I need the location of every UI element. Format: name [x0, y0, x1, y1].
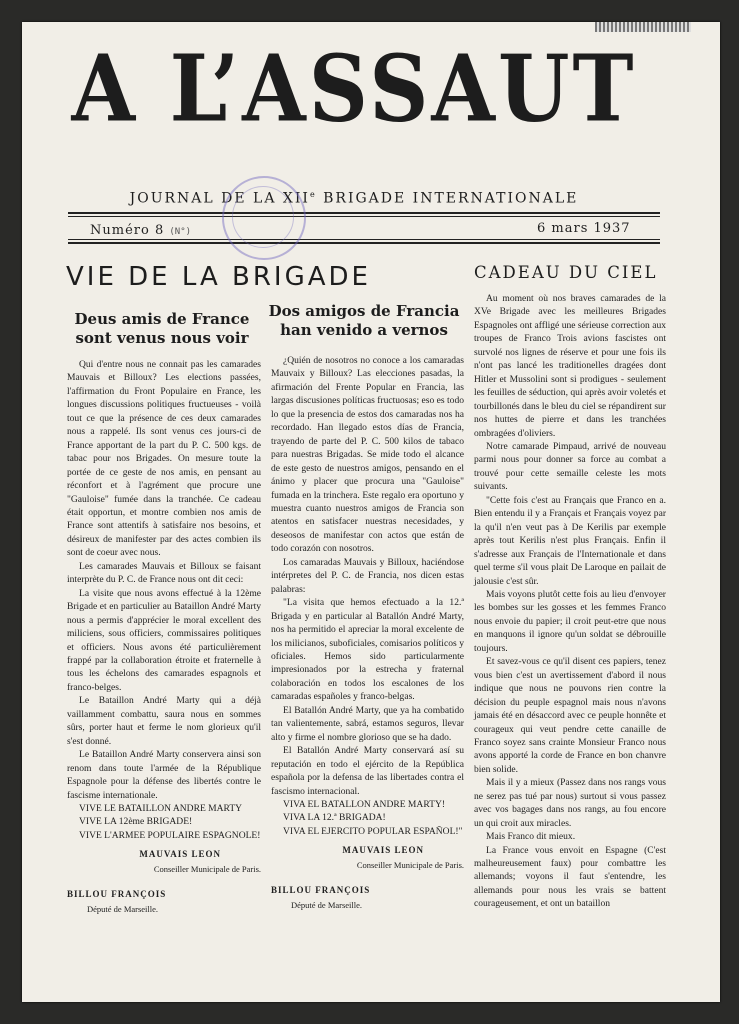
slogan: VIVA LA 12.ª BRIGADA!: [283, 812, 386, 824]
paragraph: El Batallón André Marty conservará así su reputación en todo el ejército de la República española por la defensa de las libertades contra el fascismo internacional.: [271, 745, 464, 797]
masthead-subtitle: [70, 190, 638, 207]
paragraph: Qui d'entre nous ne connait pas les camarades Mauvais et Billoux? Les elections passées, l'affirmation du Front Populaire en France, les longues discussions politiques fructueuses - voilà tout ce que la présence de ces deux camarades nous a rappelé. Ils sont venus ces jours-ci de France apportant de la part du P. C. 500 kgs. de tabac pour nos Brigades. On mesure toute la portée de ce geste de nos amis, en pensant au réconfort et à l'agrément que procure une "Gauloise" fumée dans la tranchée. Ce cadeau était opportun, et montre combien nos amis de France sont attentifs à satisfaire nos besoins, et désireux de manifester par des actes combien ils sont de coeur avec nous.: [67, 359, 261, 559]
issue-number: [90, 223, 191, 238]
rule-bottom: [68, 242, 660, 244]
subtitle-after: BRIGADE INTERNATIONALE: [316, 190, 579, 207]
right-article-body: [474, 292, 666, 911]
library-stamp: [222, 176, 306, 260]
rule-top-thin: [68, 216, 660, 217]
paragraph: Mais il y a mieux (Passez dans nos rangs vous ne serez pas tué par nous) surtout si vous passez avec vos bagages dans nos rangs, au fou encore un qui croit aux miracles.: [474, 777, 666, 829]
paragraph: El Batallón André Marty, que ya ha combatido tan valientemente, sabrá, estamos seguros, llevar alto y firme el nombre glorioso que se ha dado.: [271, 704, 464, 743]
paragraph: Mais Franco dit mieux.: [486, 831, 576, 843]
paragraph: Los camaradas Mauvais y Billoux, haciéndose intérpretes del P. C. de Francia, nos dicen estas palabras:: [271, 556, 464, 595]
signature-role: Député de Marseille.: [87, 903, 159, 914]
signature-role: Conseiller Municipale de Paris.: [153, 863, 261, 874]
paragraph: Les camarades Mauvais et Billoux se faisant interprète du P. C. de France nous ont dit ceci:: [67, 560, 261, 586]
issue-date: 6 mars 1937: [537, 221, 631, 236]
paragraph: ¿Quién de nosotros no conoce a los camaradas Mauvaix y Billoux? Las elecciones pasadas, la afirmación del Frente Popular en Francia, las largas discusiones políticas fructuosas; eso es todo lo que la presencia de estos dos camaradas nos ha recordado. Han llegado estos días de Francia, trayendo de parte del P. C. 500 kilos de tabaco para nuestras Brigadas. Se mide todo el alcance de este gesto de nuestros amigos, pensando en el ánimo y placer que procura una "Gauloise" fumada en la trinchera. Este regalo era oportuno y muestra cuanto nuestros amigos de Francia son atentos en satisfacer nuestras necesidades, y deseosos de manifestar con actos que están de todo corazón con nosotros.: [271, 355, 464, 555]
masthead-title: A L’ASSAUT: [71, 35, 637, 143]
rule-top: [68, 212, 660, 214]
paragraph: La France vous envoit en Espagne (C'est malheureusement faux) pour combattre les allemands; voyons il faut s'entendre, les allemands pour nous les vrais se battent courageusement, et ont un bataillon: [474, 844, 666, 910]
slogan: VIVE LA 12ème BRIGADE!: [79, 816, 193, 828]
paragraph: "La visita que hemos efectuado a la 12.ª Brigada y en particular al Batallón André Marty, nos ha permitido el apreciar la moral excelente de los milicianos, suboficiales, comisarios políticos y oficiales. Hemos sido particularmente impresionados por la estrecha y fraternal colaboración en todos los escalones de los camaradas españoles y franco-belgas.: [271, 597, 464, 703]
left-article-body: [67, 358, 261, 916]
paragraph: Le Bataillon André Marty conservera ainsi son renom dans toute l'armée de la République Espagnole pour la défense des libertés contre le fascisme internationale.: [67, 749, 261, 801]
paragraph: "Cette fois c'est au Français que Franco en a. Bien entendu il y a Français et Français voyez par la qu'il n'en veut pas à De Kerilis par exemple après tout Kerilis n'est plus Français. Enfin il s'adresse aux Français de l'Internationale et dans quel terme s'il vous plait De Laroque en pailait de jalousie c'est sûr.: [474, 494, 666, 587]
signature-name: MAUVAIS LEON: [139, 849, 221, 860]
subtitle-before: JOURNAL DE LA XII: [129, 190, 310, 207]
paragraph: La visite que nous avons effectué à la 12ème Brigade et en particulier au Bataillon André Marty nous a permis d'apprécier le moral excellent des miliciens, sous officiers, commissaires politiques et officiers. Nous avons été particulièrement frappé par la collaboration étroite et fraternelle à tous les échelons des camarades espagnols et franco-belges.: [67, 587, 261, 693]
rule-bottom-thin: [68, 239, 660, 240]
paragraph: Mais voyons plutôt cette fois au lieu d'envoyer les bombes sur les gosses et les femmes Franco nous envoie du papier; il croit peut-etre que nous en manquons il ignore qu'un soldat se débrouille toujours.: [474, 588, 666, 654]
issue-label: Numéro 8: [90, 223, 165, 238]
subtitle-sup: e: [309, 190, 317, 199]
section-title: VIE DE LA BRIGADE: [66, 262, 371, 292]
middle-article-headline: Dos amigos de Francia han venido a vernos: [268, 302, 460, 339]
signature-role: Député de Marseille.: [291, 899, 363, 910]
signature-name: BILLOU FRANÇOIS: [271, 885, 371, 896]
slogan: VIVE LE BATAILLON ANDRE MARTY: [79, 802, 243, 814]
signature-name: MAUVAIS LEON: [342, 845, 424, 856]
slogan: VIVA EL BATALLON ANDRE MARTY!: [283, 798, 446, 810]
paragraph: Au moment où nos braves camarades de la XVe Brigade avec les meilleures Brigades Espagnoles ont affligé une sérieuse correction aux troupes de Franco Trois avions fascistes ont survolé nos lignes de réserve et pour une fois ils n'ont pas lancé les traditionelles dragées dont Hitler et Mussolini sont si prodigues - seulement les feuilles de séduction, qui après avoir voletés et tourbillonés dans le bleu du ciel se répandirent sur nos huttes de pierre et dans les tranchées ombragées d'oliviers.: [474, 293, 666, 439]
slogan: VIVA EL EJERCITO POPULAR ESPAÑOL!": [283, 825, 463, 837]
archive-strip: [595, 22, 691, 32]
issue-handwritten: (N°): [169, 227, 192, 237]
paragraph: Et savez-vous ce qu'il disent ces papiers, tenez vous bien c'est un avertissement d'abord il nous indique que nous ne pouvons rien contre la décision du peuple espagnol mais nous n'avons jamais été en désaccord avec ce peuple honnête et courageux qui veut pendre cette canaille de Franco soyez sans crainte Monsieur Franco nous avons apporté la corde de France en bon chanvre bien solide.: [474, 656, 666, 775]
middle-article-body: [271, 354, 464, 912]
signature-name: BILLOU FRANÇOIS: [67, 889, 167, 900]
paragraph: Notre camarade Pimpaud, arrivé de nouveau parmi nous pour donner sa force au combat a trouvé pour cette semaille celeste les mots suivants.: [474, 440, 666, 493]
signature-role: Conseiller Municipale de Paris.: [356, 859, 464, 870]
slogan: VIVE L'ARMEE POPULAIRE ESPAGNOLE!: [79, 829, 261, 841]
paragraph: Le Bataillon André Marty qui a déjà vaillamment combattu, saura nous en sommes sûrs, porter haut et ferme le nom glorieux qu'il s'est donné.: [67, 695, 261, 747]
right-article-headline: CADEAU DU CIEL: [474, 263, 658, 282]
left-article-headline: Deus amis de France sont venus nous voir: [74, 310, 250, 347]
